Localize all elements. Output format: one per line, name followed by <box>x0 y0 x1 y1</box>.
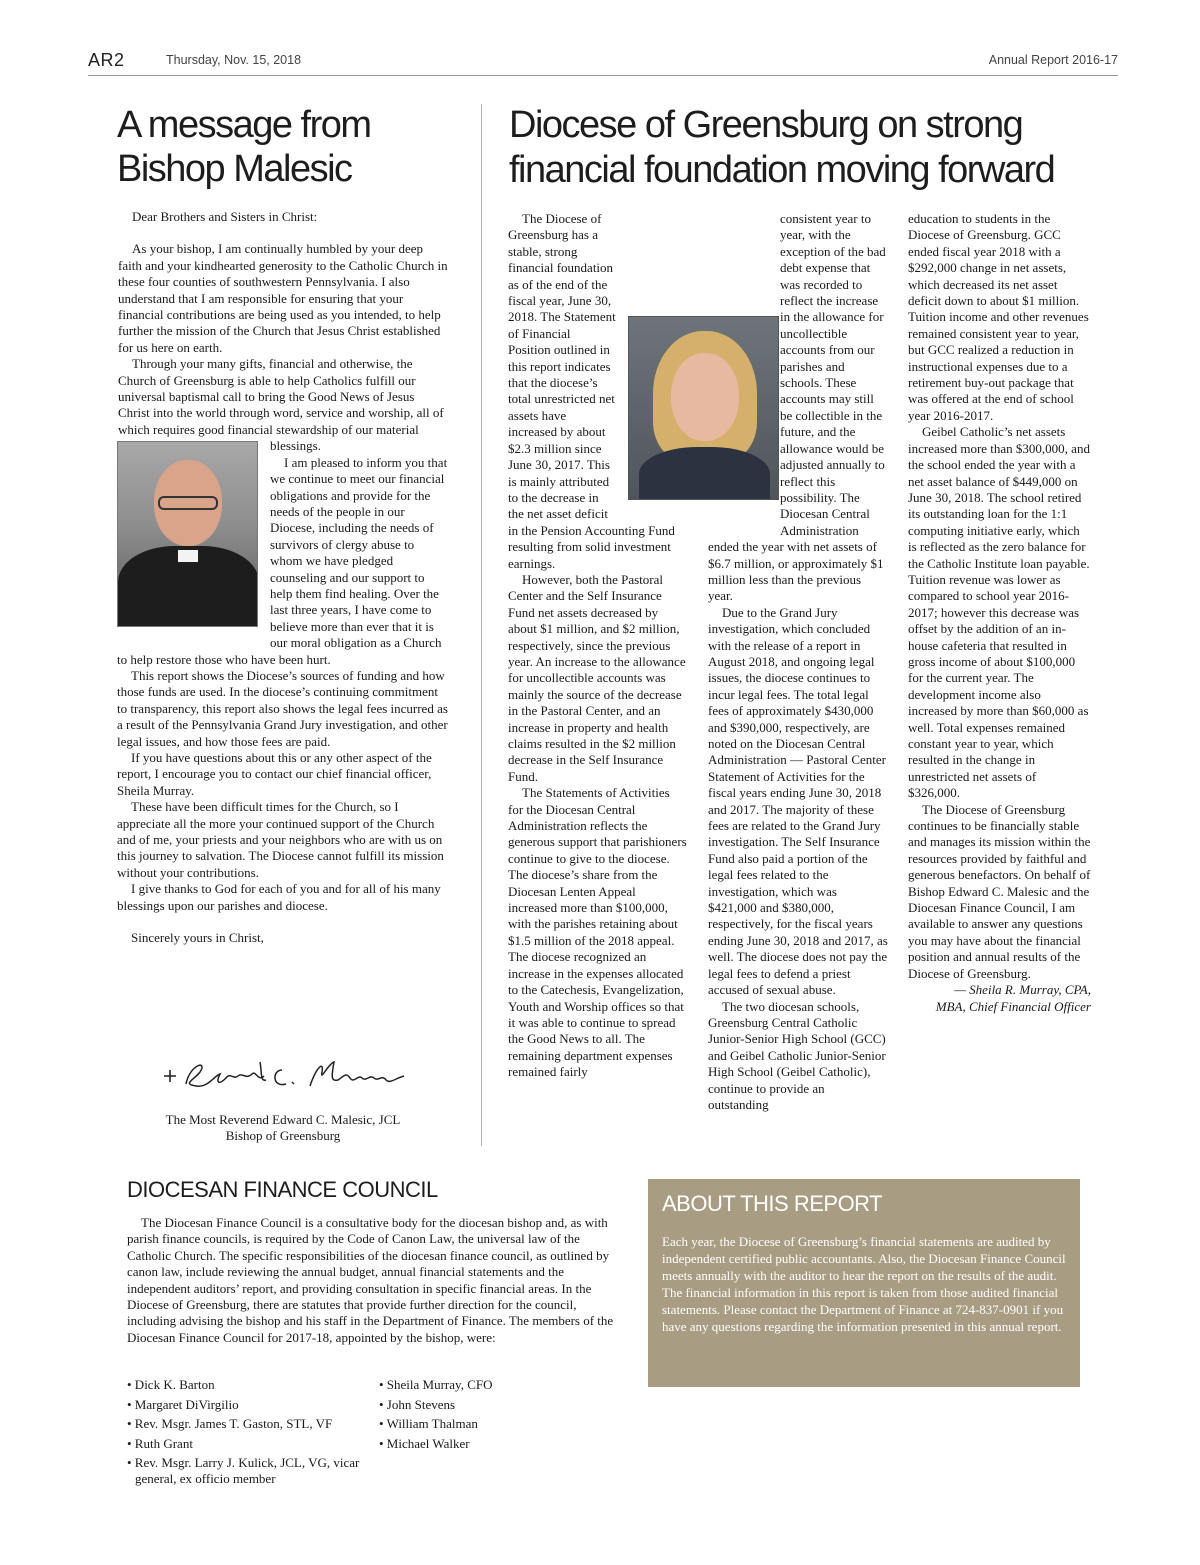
bishop-paragraph: This report shows the Diocese’s sources of funding and how those funds are used. In the diocese’s continuing commitment to transparency, this report also shows the legal fees incurred as a result of the Pennsylvania Grand Jury investigation, and other legal issues, and how those fees are paid. <box>117 667 448 749</box>
column-divider <box>481 104 482 1146</box>
article-column-3 <box>908 211 1091 1015</box>
council-member: • Sheila Murray, CFO <box>379 1377 493 1392</box>
council-members-right <box>379 1375 619 1453</box>
about-report-box <box>648 1179 1080 1387</box>
cfo-face <box>671 353 739 441</box>
article-paragraph: However, both the Pastoral Center and the Self Insurance Fund net assets decreased by about $1 million, and $2 million, respectively, since the previous year. An increase to the allowance for uncollectible accounts was mainly the source of the decrease in the Pastoral Center, and an increase in property and health claims resulted in the $2 million decrease in the Self Insurance Fund. <box>508 571 686 784</box>
council-member: • John Stevens <box>379 1396 456 1412</box>
bishop-paragraph: These have been difficult times for the Church, so I appreciate all the more your continued support of the Church and of me, your priests and your neighbors who are with us on this journey to salvation. The Diocese cannot fulfill its mission without your contributions. <box>117 799 444 880</box>
finance-council-title: DIOCESAN FINANCE COUNCIL <box>127 1177 438 1202</box>
council-member: • Michael Walker <box>379 1435 470 1451</box>
salutation: Dear Brothers and Sisters in Christ: <box>132 209 318 224</box>
bishop-signature <box>160 1050 410 1100</box>
signer-block <box>117 1112 449 1145</box>
article-paragraph: The Diocese of Greensburg has a stable, strong financial foundation as of the end of the fiscal year, June 30, 2018. The Statement of Financial Position outlined in this report indicates that the diocese’s total unrestricted net assets have increased by about $2.3 million since June 30, 2017. This is mainly attributed to the decrease in the net asset deficit in the Pension Accounting Fund resulting from solid investment earnings. <box>508 211 675 571</box>
bishop-paragraph: I give thanks to God for each of you and for all of his many blessings upon our parishes and diocese. <box>117 881 441 913</box>
bishop-paragraph: As your bishop, I am continually humbled by your deep faith and your kindhearted generosity to the Catholic Church in these four counties of southwestern Pennsylvania. I also understand that I am responsible for ensuring that your financial contributions are being used as you intended, to help further the mission of the Church that Jesus Christ established for us here on earth. <box>118 241 448 355</box>
bishop-paragraph: Through your many gifts, financial and otherwise, the Church of Greensburg is able to help Catholics fulfill our universal baptismal call to bring the Good News of Jesus Christ into the world through word, service and worship, all of which requires good financial stewardship of our material blessings. <box>118 356 444 454</box>
finance-council-body <box>127 1215 614 1346</box>
article-paragraph: Due to the Grand Jury investigation, which concluded with the release of a report in August 2018, and ongoing legal issues, the diocese continues to incur legal fees. The total legal fees of approximately $430,000 and $390,000, respectively, are noted on the Diocesan Central Administration — Pastoral Center Statement of Activities for the fiscal years ending June 30, 2018 and 2017. The majority of these fees are related to the Grand Jury investigation. The Self Insurance Fund also paid a portion of the legal fees related to the investigation, which was $421,000 and $380,000, respectively, for the fiscal years ending June 30, 2018 and 2017, as well. The diocese does not pay the legal fees to defend a priest accused of sexual abuse. <box>708 604 888 998</box>
council-member: • Rev. Msgr. James T. Gaston, STL, VF <box>127 1416 333 1431</box>
article-paragraph: The Diocese of Greensburg continues to be financially stable and manages its mission within the resources provided by faithful and generous benefactors. On behalf of Bishop Edward C. Malesic and the Diocesan Finance Council, I am available to answer any questions you may have about the financial position and annual results of the Diocese of Greensburg. <box>908 801 1091 981</box>
article-paragraph: consistent year to year, with the exception of the bad debt expense that was recorded to reflect the increase in the allowance for uncollectible accounts from our parishes and schools. These accounts may still be collectible in the future, and the allowance would be adjusted annually to reflect this possibility. The Diocesan Central Administration ended the year with net assets of $6.7 million, or approximately $1 million less than the previous year. <box>708 211 886 604</box>
article-paragraph: education to students in the Diocese of Greensburg. GCC ended fiscal year 2018 with a $292,000 change in net assets, which decreased its net asset deficit down to about $1 million. Tuition income and other revenues remained consistent year to year, but GCC realized a reduction in instructional expenses due to a retirement buy-out package that was offered at the end of school year 2016-2017. <box>908 211 1089 423</box>
closing: Sincerely yours in Christ, <box>131 930 264 946</box>
article-paragraph: The two diocesan schools, Greensburg Central Catholic Junior-Senior High School (GCC) and Geibel Catholic Junior-Senior High School (Geibel Catholic), continue to provide an outstanding <box>708 998 886 1112</box>
page-number: AR2 <box>88 50 125 70</box>
council-member: • William Thalman <box>379 1416 478 1431</box>
about-report-text: Each year, the Diocese of Greensburg’s financial statements are audited by independent certified public accountants. Also, the Diocesan Finance Council meets annually with the auditor to hear the report on the results of the audit. The financial information in this report is taken from those audited financial statements. Please contact the Department of Finance at 724-837-0901 if you have any questions regarding the information presented in this annual report. <box>662 1234 1066 1334</box>
about-report-title: ABOUT THIS REPORT <box>662 1191 883 1216</box>
publication-date: Thursday, Nov. 15, 2018 <box>166 53 302 67</box>
council-member: • Rev. Msgr. Larry J. Kulick, JCL, VG, vicar general, ex officio member <box>127 1455 360 1486</box>
publication-name: Annual Report 2016-17 <box>988 53 1118 67</box>
article-attribution: — Sheila R. Murray, CPA, MBA, Chief Financial Officer <box>935 982 1091 1014</box>
bishop-message-title: A message from Bishop Malesic <box>117 104 371 190</box>
clerical-collar <box>178 550 198 562</box>
cfo-clothing <box>639 447 770 500</box>
bishop-paragraph: I am pleased to inform you that we continue to meet our financial obligations and provide for the needs of the people in our Diocese, including the needs of survivors of clergy abuse to whom we have pledged counseling and our support to help them find healing. Over the last three years, I have come to believe more than ever that it is our moral obligation as a Church to help restore those who have been hurt. <box>117 454 448 667</box>
council-member: • Margaret DiVirgilio <box>127 1396 239 1412</box>
bishop-glasses <box>158 496 218 510</box>
bishop-photo <box>117 441 258 627</box>
council-member: • Ruth Grant <box>127 1435 193 1451</box>
council-member: • Dick K. Barton <box>127 1377 215 1392</box>
page-header <box>88 50 1118 76</box>
bishop-paragraph: If you have questions about this or any other aspect of the report, I encourage you to contact our chief financial officer, Sheila Murray. <box>117 750 432 798</box>
signer-name: The Most Reverend Edward C. Malesic, JCL <box>165 1112 401 1127</box>
article-paragraph: The Statements of Activities for the Diocesan Central Administration reflects the generous support that parishioners continue to give to the diocese. The diocese’s share from the Diocesan Lenten Appeal increased more than $100,000, with the parishes retaining about $1.5 million of the 2018 appeal. The diocese recognized an increase in the expenses allocated to the Catechesis, Evangelization, Youth and Worship offices so that it was able to continue to spread the Good News to all. The remaining department expenses remained fairly <box>508 785 687 1080</box>
council-members-left <box>127 1375 367 1487</box>
cfo-photo <box>628 316 779 500</box>
financial-article-title: Diocese of Greensburg on strong financial foundation moving forward <box>509 104 1055 191</box>
finance-council-text: The Diocesan Finance Council is a consultative body for the diocesan bishop and, as with parish finance councils, is required by the Code of Canon Law, the universal law of the Catholic Church. The specific responsibilities of the diocesan finance council, as outlined by canon law, include reviewing the annual budget, annual financial statements and the independent auditors’ report, and providing consultation in specific financial areas. In the Diocese of Greensburg, there are statutes that provide further direction for the council, including advising the bishop and his staff in the Department of Finance. The members of the Diocesan Finance Council for 2017-18, appointed by the bishop, were: <box>127 1215 614 1345</box>
signer-title: Bishop of Greensburg <box>225 1128 341 1144</box>
article-paragraph: Geibel Catholic’s net assets increased more than $300,000, and the school ended the year with a net asset balance of $449,000 on June 30, 2018. The school retired its outstanding loan for the 1:1 computing initiative early, which is reflected as the zero balance for the Catholic Institute loan payable. Tuition revenue was lower as compared to school year 2016-2017; however this decrease was offset by the addition of an in-house cafeteria that resulted in gross income of about $100,000 for the current year. The development income also increased by more than $60,000 as well. Total expenses remained constant year to year, which resulted in the change in unrestricted net assets of $326,000. <box>908 424 1090 801</box>
